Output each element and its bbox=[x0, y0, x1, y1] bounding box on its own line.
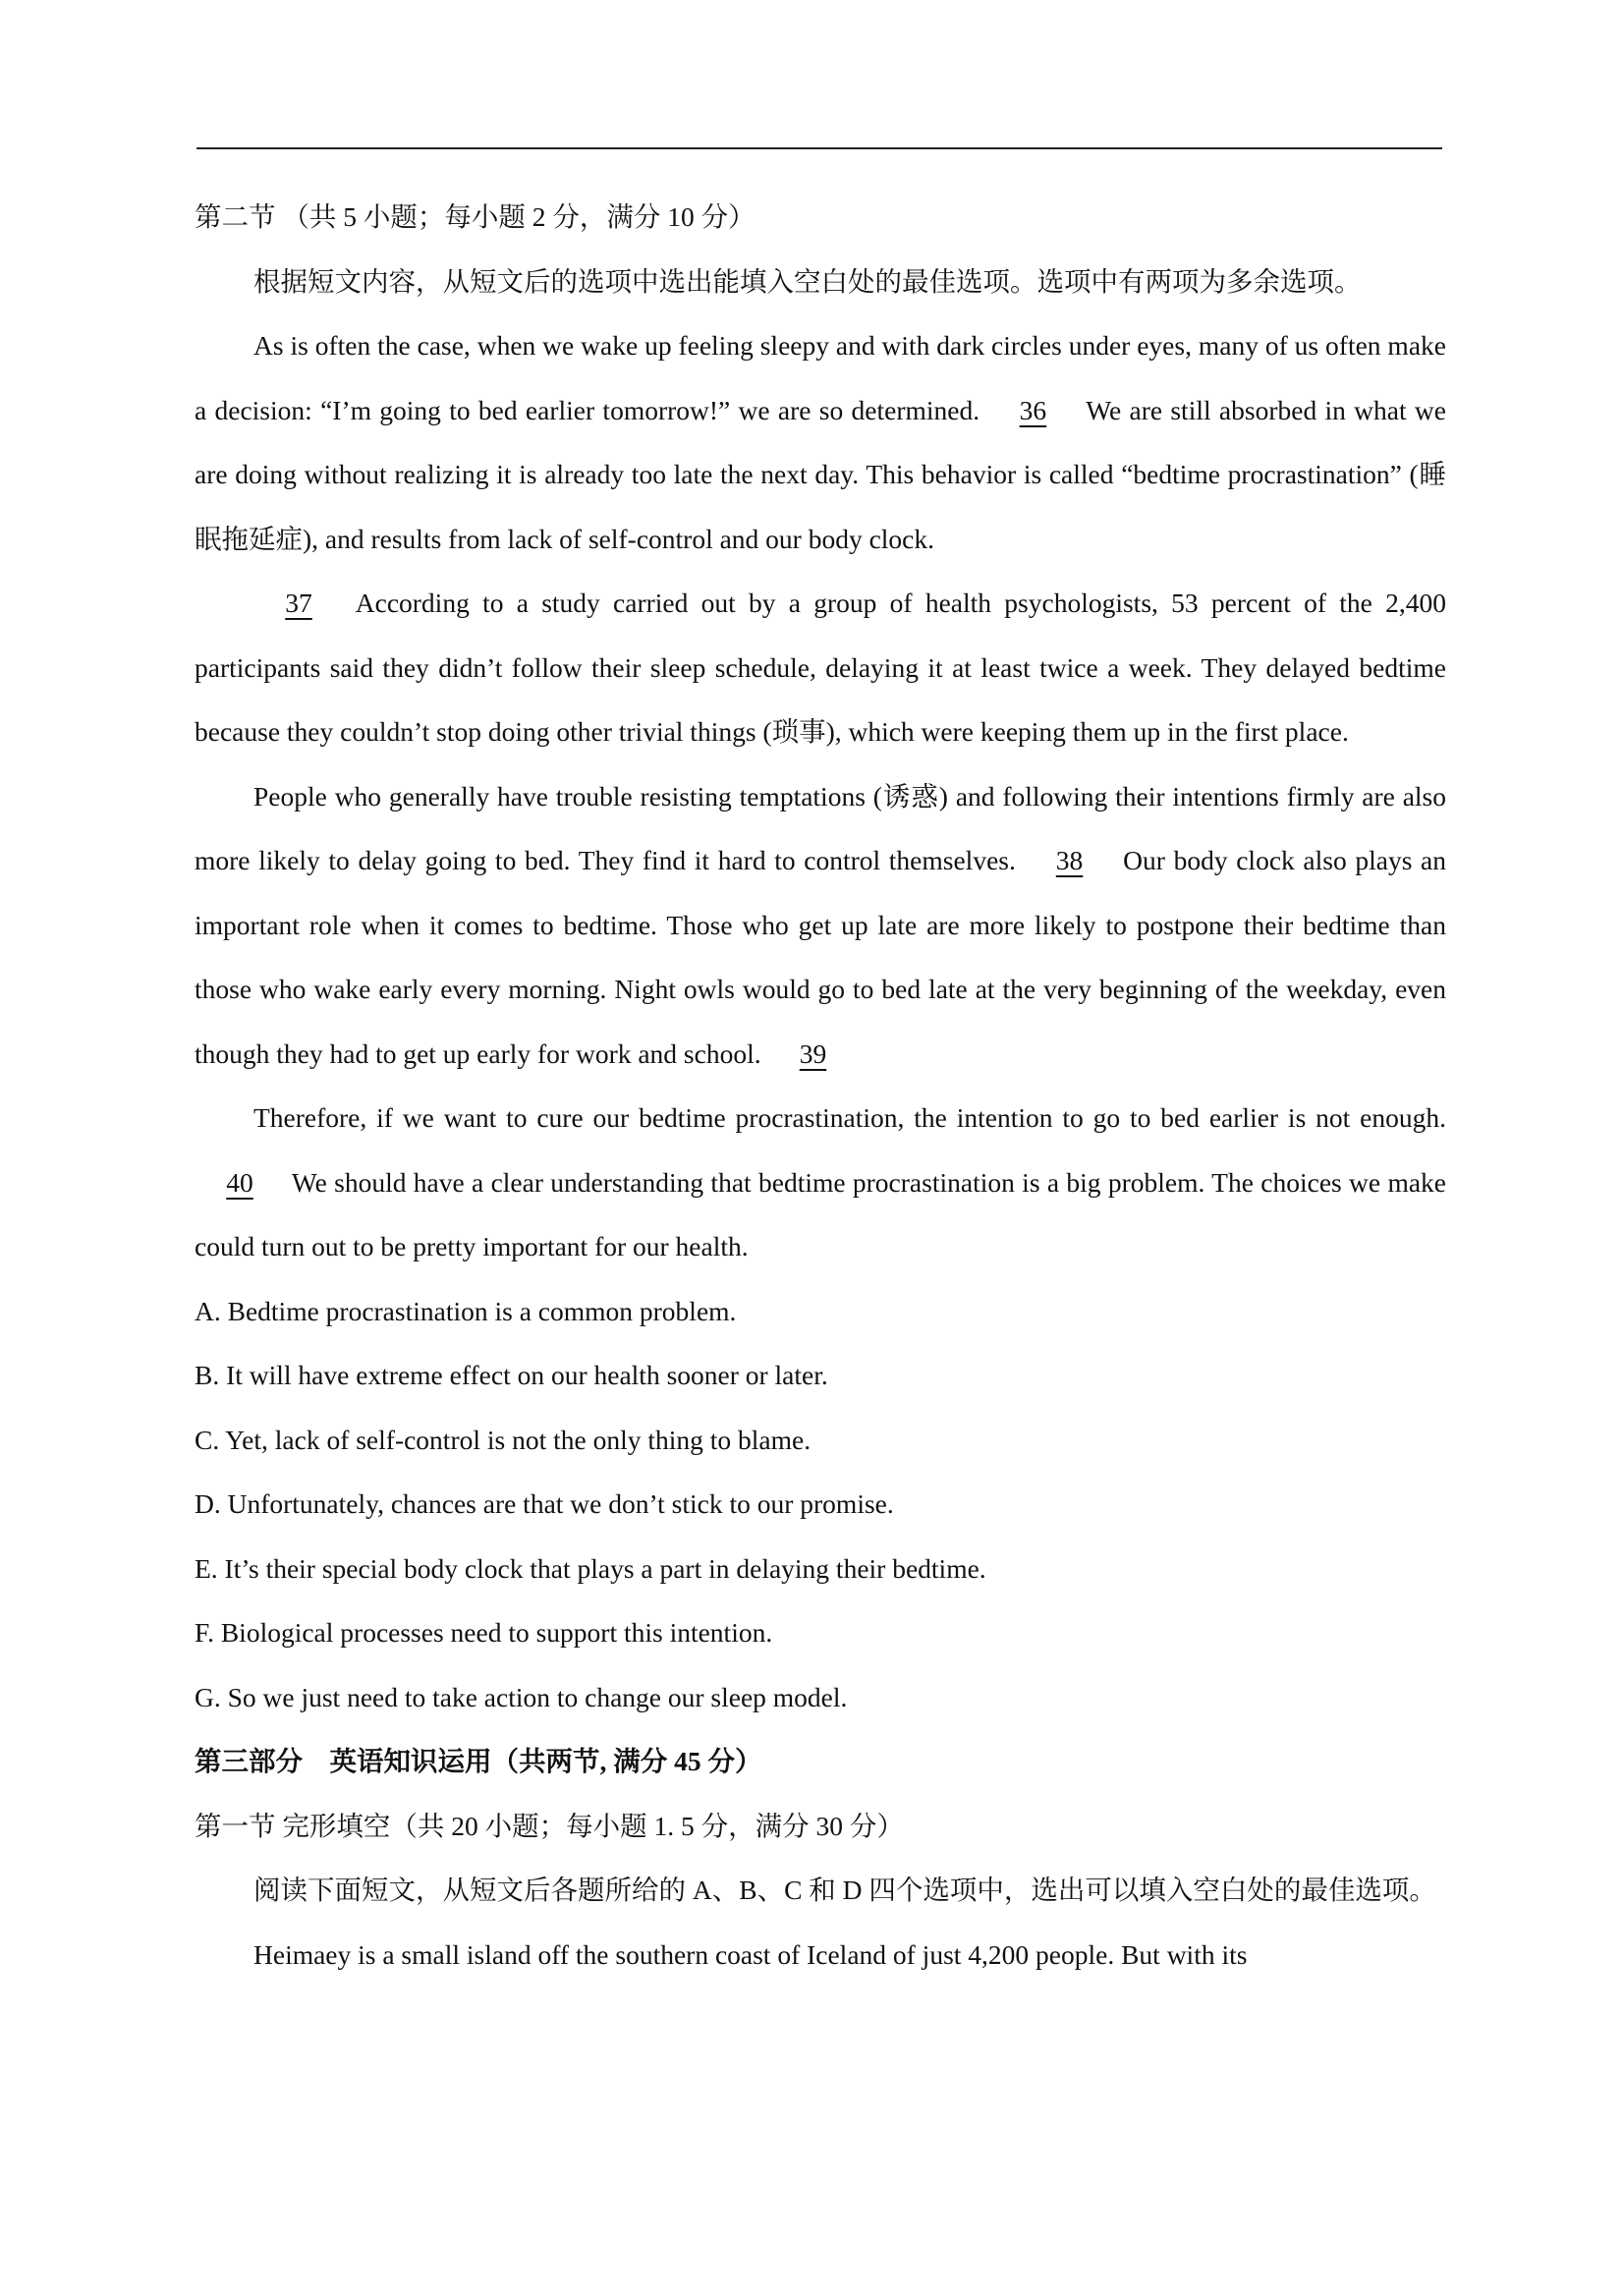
subsection-heading: 第一节 完形填空（共 20 小题；每小题 1. 5 分，满分 30 分） bbox=[195, 1810, 904, 1841]
paragraph-text: We should have a clear understanding that bedtime procrastination is a big problem. The choices we make could turn out to be pretty important for our health. bbox=[195, 1166, 1446, 1261]
blank-37: 37 bbox=[285, 588, 312, 618]
document-body bbox=[195, 185, 1446, 1987]
paragraph-text: As is often the case, when we wake up feeling sleepy and with dark circles under eyes, many of us often make a decision: “I’m going to bed earlier tomorrow!” we are so determined. bbox=[195, 330, 1446, 425]
option-b: B. It will have extreme effect on our health sooner or later. bbox=[195, 1360, 828, 1390]
top-rule bbox=[196, 147, 1442, 149]
paragraph-text: According to a study carried out by a group of health psychologists, 53 percent of the 2,400 participants said they didn’t follow their sleep schedule, delaying it at least twice a week. They delayed bedtime because they couldn’t stop doing other trivial things (琐事), which were keeping them up in the first place. bbox=[195, 588, 1446, 747]
blank-39: 39 bbox=[799, 1037, 827, 1069]
option-e: E. It’s their special body clock that plays a part in delaying their bedtime. bbox=[195, 1552, 986, 1584]
passage-paragraph-1 bbox=[195, 313, 1446, 571]
section-heading: 第二节 （共 5 小题；每小题 2 分，满分 10 分） bbox=[195, 201, 756, 232]
subsection-instruction: 阅读下面短文，从短文后各题所给的 A、B、C 和 D 四个选项中，选出可以填入空白处的最佳选项。 bbox=[253, 1875, 1436, 1905]
passage-paragraph-4 bbox=[195, 1086, 1446, 1279]
passage-paragraph-3 bbox=[195, 764, 1446, 1087]
option-c: C. Yet, lack of self-control is not the only thing to blame. bbox=[195, 1424, 812, 1455]
option-a: A. Bedtime procrastination is a common problem. bbox=[195, 1295, 737, 1326]
option-d: D. Unfortunately, chances are that we don’t stick to our promise. bbox=[195, 1488, 894, 1519]
passage-paragraph-2 bbox=[195, 571, 1446, 764]
blank-38: 38 bbox=[1055, 845, 1084, 875]
paragraph-text: We are still absorbed in what we are doing without realizing it is already too late the next day. This behavior is called “bedtime procrastination” (睡眠拖延症), and results from lack of self-control and our body clock. bbox=[195, 394, 1446, 554]
paragraph-text: Our body clock also plays an important role when it comes to bedtime. Those who get up late are more likely to postpone their bedtime than those who wake early every morning. Night owls would go to bed late at the very beginning of the weekday, even though they had to get up early for work and school. bbox=[195, 845, 1447, 1069]
section-instruction: 根据短文内容，从短文后的选项中选出能填入空白处的最佳选项。选项中有两项为多余选项。 bbox=[253, 265, 1362, 297]
blank-36: 36 bbox=[1019, 394, 1047, 425]
blank-40: 40 bbox=[226, 1166, 253, 1198]
cloze-passage-start: Heimaey is a small island off the southern coast of Iceland of just 4,200 people. But with its bbox=[253, 1938, 1248, 1970]
paragraph-text: People who generally have trouble resisting temptations (诱惑) and following their intentions firmly are also more likely to delay going to bed. They find it hard to control themselves. bbox=[195, 780, 1446, 875]
paragraph-text: Therefore, if we want to cure our bedtime procrastination, the intention to go to bed earlier is not enough. bbox=[253, 1102, 1446, 1133]
option-g: G. So we just need to take action to change our sleep model. bbox=[195, 1681, 848, 1712]
option-f: F. Biological processes need to support this intention. bbox=[195, 1617, 773, 1648]
part-heading: 第三部分 英语知识运用（共两节, 满分 45 分） bbox=[195, 1746, 762, 1776]
